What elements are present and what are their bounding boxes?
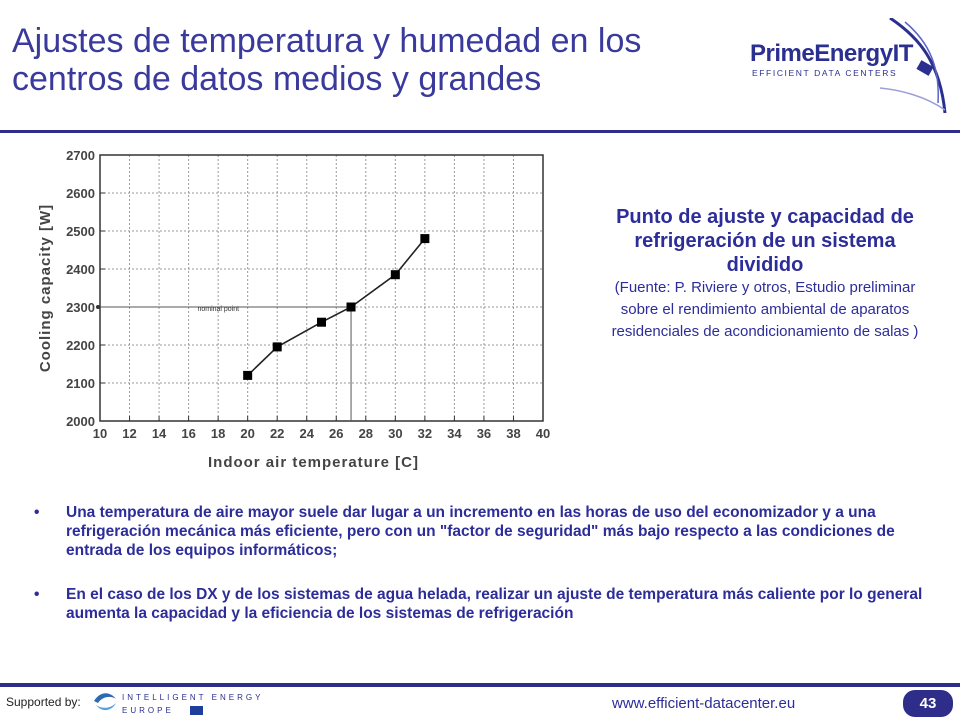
- data-point: [420, 234, 429, 243]
- footer-url: www.efficient-datacenter.eu: [612, 695, 796, 712]
- eu-flag-icon: [190, 706, 203, 715]
- data-point: [243, 371, 252, 380]
- y-tick-label: 2000: [66, 414, 95, 429]
- bullet-item: [34, 503, 924, 560]
- x-tick-label: 16: [181, 426, 196, 441]
- x-tick-label: 36: [476, 426, 492, 441]
- y-tick-label: 2100: [66, 376, 95, 391]
- cooling-capacity-chart: [30, 140, 560, 475]
- slide-title-line-1: Ajustes de temperatura y humedad en los: [12, 22, 642, 60]
- iee-swirl-icon: [94, 693, 116, 703]
- x-tick-label: 14: [151, 426, 167, 441]
- page-number: 43: [903, 690, 953, 717]
- bullet-list: [34, 503, 924, 648]
- slide-title-line-2: centros de datos medios y grandes: [12, 60, 542, 98]
- data-point: [273, 342, 282, 351]
- y-axis-label: Cooling capacity [W]: [37, 203, 54, 373]
- bullet-text: Una temperatura de aire mayor suele dar lugar a un incremento en las horas de uso del economizador y a una refrigeración mecánica más eficiente, pero con un "factor de seguridad" más bajo respecto a las condiciones de entrada de los equipos informáticos;: [66, 504, 895, 559]
- x-tick-label: 20: [240, 426, 255, 441]
- x-tick-label: 40: [535, 426, 551, 441]
- x-tick-label: 34: [447, 426, 462, 441]
- bullet-text: En el caso de los DX y de los sistemas de agua helada, realizar un ajuste de temperatura más caliente por lo general aumenta la capacidad y la eficiencia de los sistemas de refrigeración: [66, 586, 923, 622]
- y-tick-label: 2200: [66, 338, 95, 353]
- x-axis-label: Indoor air temperature [C]: [207, 454, 420, 471]
- bullet-marker: •: [34, 586, 40, 603]
- x-tick-label: 26: [329, 426, 344, 441]
- chart-caption-title: Punto de ajuste y capacidad de refrigeración de un sistema dividido: [616, 206, 914, 276]
- data-point: [317, 318, 326, 327]
- intelligent-energy-europe-logo: [92, 689, 267, 717]
- x-tick-label: 38: [506, 426, 521, 441]
- y-tick-label: 2300: [66, 300, 95, 315]
- x-tick-label: 28: [358, 426, 374, 441]
- data-point: [391, 270, 400, 279]
- nominal-point-axis-dot: [96, 305, 100, 309]
- x-tick-label: 22: [269, 426, 285, 441]
- bullet-item: [34, 585, 924, 623]
- x-tick-label: 12: [122, 426, 137, 441]
- x-tick-label: 24: [299, 426, 314, 441]
- x-tick-label: 10: [92, 426, 108, 441]
- supported-by-label: Supported by:: [6, 695, 81, 709]
- primeenergyit-logo: [740, 18, 950, 118]
- x-tick-label: 18: [210, 426, 226, 441]
- logo-subtext: EFFICIENT DATA CENTERS: [752, 68, 898, 78]
- title-divider: [0, 130, 960, 133]
- x-tick-label: 32: [417, 426, 433, 441]
- bullet-marker: •: [34, 504, 40, 521]
- nominal-point-label: nominal point: [197, 306, 240, 313]
- y-tick-label: 2600: [66, 186, 95, 201]
- y-tick-label: 2700: [66, 148, 95, 163]
- iee-text-line-1: INTELLIGENT ENERGY: [122, 693, 264, 702]
- chart-caption: [600, 205, 930, 343]
- slide-title: [12, 22, 732, 98]
- data-point: [347, 303, 356, 312]
- y-tick-label: 2400: [66, 262, 95, 277]
- chart-caption-source: (Fuente: P. Riviere y otros, Estudio preliminar sobre el rendimiento ambiental de aparatos residenciales de acondicionamiento de salas ): [611, 279, 919, 340]
- iee-text-line-2: EUROPE: [122, 706, 174, 715]
- y-tick-label: 2500: [66, 224, 95, 239]
- x-tick-label: 30: [388, 426, 403, 441]
- plot-frame: [100, 155, 543, 421]
- logo-text: PrimeEnergyIT: [750, 40, 913, 67]
- footer-divider: [0, 683, 960, 687]
